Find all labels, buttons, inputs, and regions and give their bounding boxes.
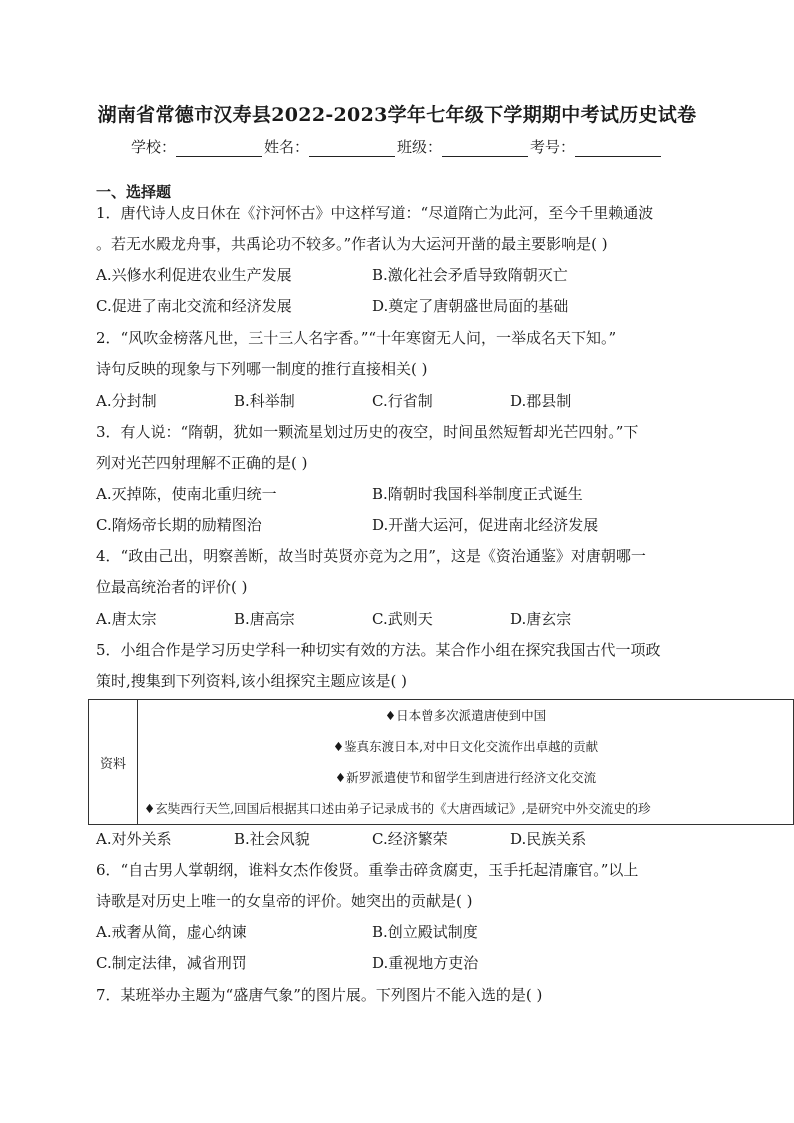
q6-option-d: D.重视地方吏治 xyxy=(372,954,479,972)
q1-stem-line-2: 。若无水殿龙舟事，共禹论功不较多。”作者认为大运河开凿的最主要影响是( ) xyxy=(96,235,608,253)
name-field xyxy=(264,136,397,157)
q1-option-a: A.兴修水利促进农业生产发展 xyxy=(96,266,292,284)
q6-option-c: C.制定法律，减省刑罚 xyxy=(96,954,247,972)
class-label: 班级： xyxy=(397,138,443,156)
class-field xyxy=(397,136,530,157)
class-blank xyxy=(442,142,528,157)
q5-option-d: D.民族关系 xyxy=(510,830,587,848)
school-blank xyxy=(176,142,262,157)
material-item-4: ♦玄奘西行天竺,回国后根据其口述由弟子记录成书的《大唐西域记》,是研究中外交流史的珍 xyxy=(144,801,651,816)
q3-option-c: C.隋炀帝长期的励精图治 xyxy=(96,516,262,534)
exam-number-blank xyxy=(575,142,661,157)
q5-option-c: C.经济繁荣 xyxy=(372,830,448,848)
q2-stem-line-1: 2．“风吹金榜落凡世，三十三人名字香。”“十年寒窗无人问，一举成名天下知。” xyxy=(96,329,617,347)
q6-option-b: B.创立殿试制度 xyxy=(372,923,478,941)
q3-option-b: B.隋朝时我国科举制度正式诞生 xyxy=(372,485,583,503)
exam-title: 湖南省常德市汉寿县2022-2023学年七年级下学期期中考试历史试卷 xyxy=(97,104,697,126)
q2-option-c: C.行省制 xyxy=(372,392,433,410)
q5-stem-line-2: 策时,搜集到下列资料,该小组探究主题应该是( ) xyxy=(96,672,408,690)
q3-option-d: D.开凿大运河，促进南北经济发展 xyxy=(372,516,599,534)
q5-option-a: A.对外关系 xyxy=(96,830,172,848)
q1-stem-line-1: 1．唐代诗人皮日休在《汴河怀古》中这样写道：“尽道隋亡为此河，至今千里赖通波 xyxy=(96,204,654,222)
q6-option-a: A.戒奢从简，虚心纳谏 xyxy=(96,923,247,941)
q2-option-b: B.科举制 xyxy=(234,392,295,410)
q7-stem-line-1: 7．某班举办主题为“盛唐气象”的图片展。下列图片不能入选的是( ) xyxy=(96,986,543,1004)
q4-stem-line-2: 位最高统治者的评价( ) xyxy=(96,578,248,596)
q3-stem-line-2: 列对光芒四射理解不正确的是( ) xyxy=(96,454,308,472)
q5-stem-line-1: 5．小组合作是学习历史学科一种切实有效的方法。某合作小组在探究我国古代一项政 xyxy=(96,641,661,659)
school-label: 学校： xyxy=(130,138,176,156)
q5-option-b: B.社会风貌 xyxy=(234,830,310,848)
name-blank xyxy=(309,142,395,157)
materials-content xyxy=(138,700,794,825)
exam-number-field xyxy=(530,136,663,157)
q4-option-b: B.唐高宗 xyxy=(234,610,295,628)
materials-label: 资料 xyxy=(89,700,138,825)
material-item-1: ♦日本曾多次派遣唐使到中国 xyxy=(384,708,547,723)
student-info-row xyxy=(0,136,794,157)
q2-option-a: A.分封制 xyxy=(96,392,157,410)
q4-option-d: D.唐玄宗 xyxy=(510,610,572,628)
exam-number-label: 考号： xyxy=(530,138,576,156)
q2-option-d: D.郡县制 xyxy=(510,392,572,410)
q1-option-c: C.促进了南北交流和经济发展 xyxy=(96,297,292,315)
section-heading: 一、选择题 xyxy=(96,183,172,201)
q6-stem-line-1: 6．“自古男人掌朝纲，谁料女杰作俊贤。重拳击碎贪腐吏，玉手托起清廉官。”以上 xyxy=(96,861,639,879)
materials-table xyxy=(88,699,794,825)
q4-stem-line-1: 4．“政由己出，明察善断，故当时英贤亦竞为之用”，这是《资治通鉴》对唐朝哪一 xyxy=(96,547,646,565)
q3-stem-line-1: 3．有人说：“隋朝，犹如一颗流星划过历史的夜空，时间虽然短暂却光芒四射。”下 xyxy=(96,423,639,441)
q4-option-a: A.唐太宗 xyxy=(96,610,157,628)
q1-option-d: D.奠定了唐朝盛世局面的基础 xyxy=(372,297,569,315)
q1-option-b: B.激化社会矛盾导致隋朝灭亡 xyxy=(372,266,568,284)
material-item-2: ♦鉴真东渡日本,对中日文化交流作出卓越的贡献 xyxy=(332,739,599,754)
name-label: 姓名： xyxy=(263,138,309,156)
q6-stem-line-2: 诗歌是对历史上唯一的女皇帝的评价。她突出的贡献是( ) xyxy=(96,892,473,910)
q2-stem-line-2: 诗句反映的现象与下列哪一制度的推行直接相关( ) xyxy=(96,360,428,378)
q4-option-c: C.武则天 xyxy=(372,610,433,628)
school-field xyxy=(131,136,264,157)
q3-option-a: A.灭掉陈，使南北重归统一 xyxy=(96,485,277,503)
material-item-3: ♦新罗派遣使节和留学生到唐进行经济文化交流 xyxy=(334,770,597,785)
